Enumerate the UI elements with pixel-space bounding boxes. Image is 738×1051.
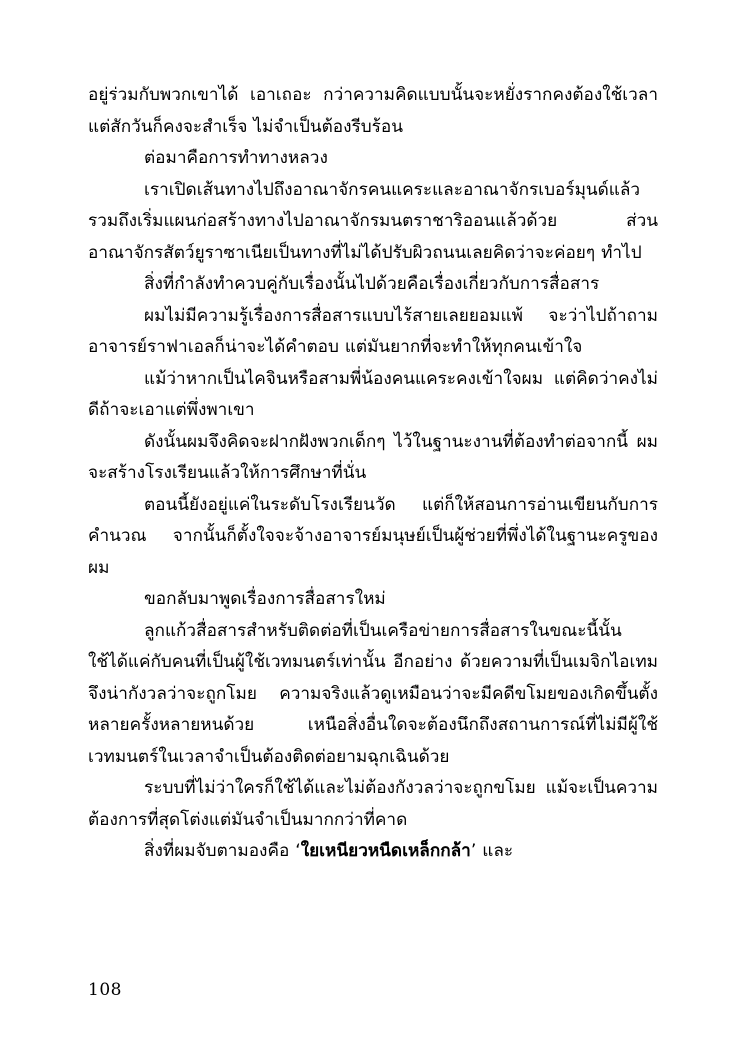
paragraph-with-emphasis — [88, 836, 658, 868]
paragraph: ตอนนี้ยังอยู่แค่ในระดับโรงเรียนวัด แต่ก็ให้สอนการอ่านเขียนกับการคำนวณ จากนั้นก็ตั้งใจจะจ้างอาจารย์มนุษย์เป็นผู้ช่วยที่พึ่งได้ในฐานะครูของผม — [88, 494, 658, 578]
paragraph: ระบบที่ไม่ว่าใครก็ใช้ได้และไม่ต้องกังวลว่าจะถูกขโมย แม้จะเป็นความต้องการที่สุดโต่งแต่มันจำเป็นมากกว่าที่คาด — [88, 778, 658, 830]
paragraph-prefix: สิ่งที่ผมจับตามองคือ ‘ — [144, 841, 301, 861]
body-text — [88, 80, 658, 868]
page-number: 108 — [88, 980, 122, 1000]
paragraph: ขอกลับมาพูดเรื่องการสื่อสารใหม่ — [144, 589, 386, 609]
paragraph: ดังนั้นผมจึงคิดจะฝากฝังพวกเด็กๆ ไว้ในฐานะงานที่ต้องทำต่อจากนี้ ผมจะสร้างโรงเรียนแล้วให้การศึกษาที่นั่น — [88, 431, 658, 483]
paragraph: ลูกแก้วสื่อสารสำหรับติดต่อที่เป็นเครือข่ายการสื่อสารในขณะนี้นั้นใช้ได้แค่กับคนที่เป็นผู้ใช้เวทมนตร์เท่านั้น อีกอย่าง ด้วยความที่เป็นเมจิกไอเทมจึงน่ากังวลว่าจะถูกโมย ความจริงแล้วดูเหมือนว่าจะมีคดีขโมยของเกิดขึ้นตั้งหลายครั้งหลายหนด้วย เหนือสิ่งอื่นใดจะต้องนึกถึงสถานการณ์ที่ไม่มีผู้ใช้เวทมนตร์ในเวลาจำเป็นต้องติดต่อยามฉุกเฉินด้วย — [88, 620, 658, 767]
paragraph: สิ่งที่กำลังทำควบคู่กับเรื่องนั้นไปด้วยคือเรื่องเกี่ยวกับการสื่อสาร — [144, 274, 600, 294]
paragraph-suffix: ’ และ — [470, 841, 514, 861]
paragraph: อยู่ร่วมกับพวกเขาได้ เอาเถอะ กว่าความคิดแบบนั้นจะหยั่งรากคงต้องใช้เวลา แต่สักวันก็คงจะสำเร็จ ไม่จำเป็นต้องรีบร้อน — [88, 85, 658, 137]
paragraph: ต่อมาคือการทำทางหลวง — [144, 148, 328, 168]
paragraph: แม้ว่าหากเป็นไคจินหรือสามพี่น้องคนแคระคงเข้าใจผม แต่คิดว่าคงไม่ดีถ้าจะเอาแต่พึ่งพาเขา — [88, 368, 658, 420]
paragraph: ผมไม่มีความรู้เรื่องการสื่อสารแบบไร้สายเลยยอมแพ้ จะว่าไปถ้าถามอาจารย์ราฟาเอลก็น่าจะได้คำตอบ แต่มันยากที่จะทำให้ทุกคนเข้าใจ — [88, 305, 658, 357]
emphasized-term: ใยเหนียวหนืดเหล็กกล้า — [300, 841, 471, 861]
paragraph: เราเปิดเส้นทางไปถึงอาณาจักรคนแคระและอาณาจักรเบอร์มุนด์แล้ว รวมถึงเริ่มแผนก่อสร้างทางไปอาณาจักรมนตราชาริออนแล้วด้วย ส่วนอาณาจักรสัตว์ยูราซาเนียเป็นทางที่ไม่ได้ปรับผิวถนนเลยคิดว่าจะค่อยๆ ทำไป — [88, 179, 658, 263]
